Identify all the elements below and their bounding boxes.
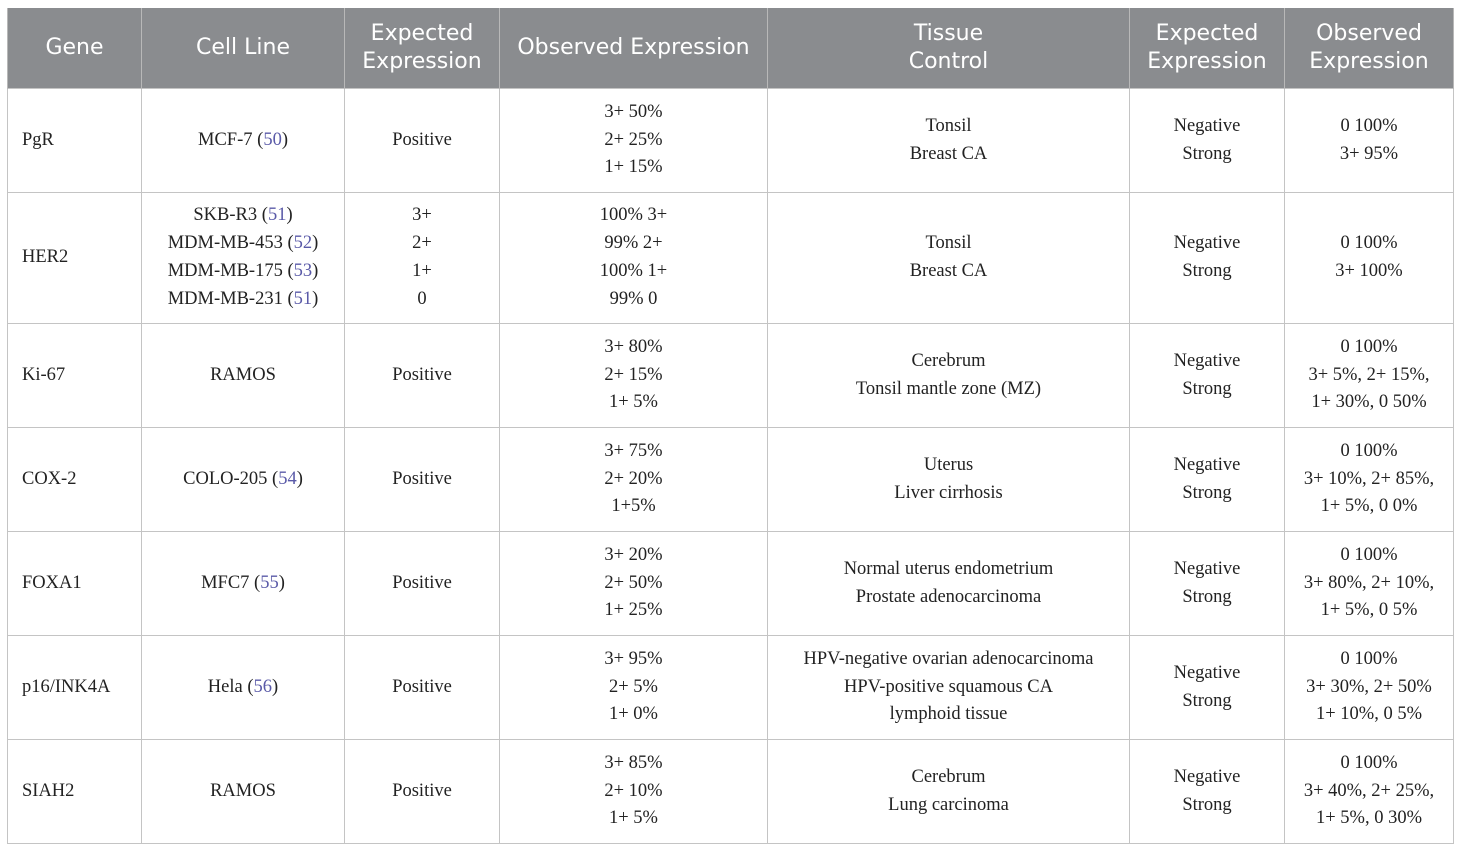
tissue-observed-expression-line: 1+ 5%, 0 5%	[1320, 600, 1418, 621]
tissue-expected-expression-cell	[1130, 324, 1285, 428]
tissue-observed-expression-line: 0 100%	[1340, 752, 1398, 773]
cell-line-cell	[142, 324, 345, 428]
tissue-expected-expression-line: Strong	[1182, 794, 1232, 815]
tissue-observed-expression-line: 3+ 10%, 2+ 85%,	[1303, 468, 1435, 489]
gene-cell: p16/INK4A	[8, 636, 142, 740]
expected-value: Positive	[392, 468, 452, 489]
expected-expression-cell	[345, 740, 500, 844]
tissue-expected-expression-cell	[1130, 532, 1285, 636]
expected-value: Positive	[392, 364, 452, 385]
cell-line-entry	[146, 362, 340, 390]
observed-expression-line: 100% 1+	[599, 261, 668, 281]
observed-expression-cell	[500, 89, 768, 193]
cell-line-cell	[142, 428, 345, 532]
header-gene: Gene	[8, 8, 142, 89]
tissue-observed-expression-line: 3+ 5%, 2+ 15%,	[1308, 364, 1430, 385]
tissue-observed-expression-line: 1+ 5%, 0 0%	[1320, 496, 1418, 517]
cell-line-name: MCF-7	[198, 129, 253, 150]
expected-expression-cell	[345, 532, 500, 636]
tissue-observed-expression-line: 0 100%	[1340, 440, 1398, 461]
reference-link[interactable]: 51	[293, 288, 313, 309]
gene-cell: PgR	[8, 89, 142, 193]
expected-value: Positive	[392, 129, 452, 150]
expected-expression-cell	[345, 428, 500, 532]
observed-expression-cell	[500, 428, 768, 532]
tissue-observed-expression-cell	[1285, 428, 1454, 532]
observed-expression-line: 2+ 20%	[604, 468, 663, 489]
header-tissue-control: Tissue Control	[768, 8, 1130, 89]
reference-link[interactable]: 56	[253, 676, 273, 697]
observed-expression-line: 3+ 95%	[604, 648, 663, 669]
observed-expression-line: 1+ 5%	[609, 392, 658, 413]
tissue-control-line: HPV-positive squamous CA	[843, 676, 1053, 697]
tissue-expected-expression-line: Negative	[1173, 558, 1241, 579]
observed-expression-line: 3+ 75%	[604, 440, 663, 461]
tissue-observed-expression-cell	[1285, 740, 1454, 844]
tissue-control-cell	[768, 428, 1130, 532]
tissue-observed-expression-line: 3+ 95%	[1339, 143, 1399, 164]
observed-expression-line: 2+ 15%	[604, 364, 663, 385]
tissue-control-cell	[768, 89, 1130, 193]
observed-expression-line: 1+ 5%	[609, 808, 658, 829]
cell-line-cell	[142, 636, 345, 740]
reference-link[interactable]: 52	[293, 233, 313, 254]
tissue-control-line: Breast CA	[909, 261, 988, 281]
tissue-expected-expression-line: Negative	[1173, 766, 1241, 787]
expected-value: 2+	[412, 233, 432, 254]
expected-expression-cell	[345, 636, 500, 740]
gene-cell: FOXA1	[8, 532, 142, 636]
header-cell-line: Cell Line	[142, 8, 345, 89]
cell-line-entry: MDM-MB-175 (53)	[167, 261, 319, 281]
gene-cell: COX-2	[8, 428, 142, 532]
header-tissue-observed-expression: Observed Expression	[1285, 8, 1454, 89]
expected-expression-cell	[345, 324, 500, 428]
tissue-observed-expression-line: 0 100%	[1340, 233, 1398, 254]
tissue-expected-expression-line: Strong	[1182, 143, 1232, 164]
tissue-expected-expression-cell	[1130, 89, 1285, 193]
reference-link[interactable]: 51	[267, 205, 287, 226]
tissue-observed-expression-line: 1+ 5%, 0 30%	[1315, 808, 1422, 829]
table-row	[8, 193, 1454, 324]
cell-line-name: COLO-205	[183, 468, 268, 489]
cell-line-name: Hela	[207, 676, 243, 697]
tissue-control-cell	[768, 532, 1130, 636]
tissue-expected-expression-line: Negative	[1173, 233, 1241, 254]
cell-line-entry: MFC7 (55)	[201, 572, 285, 593]
header-observed-expression: Observed Expression	[500, 8, 768, 89]
cell-line-entry: MCF-7 (50)	[198, 129, 288, 150]
observed-expression-cell	[500, 740, 768, 844]
cell-line-entry: MDM-MB-453 (52)	[167, 233, 319, 254]
tissue-expected-expression-line: Negative	[1173, 115, 1241, 136]
tissue-observed-expression-cell	[1285, 324, 1454, 428]
tissue-observed-expression-line: 3+ 30%, 2+ 50%	[1306, 676, 1432, 697]
table-row	[8, 636, 1454, 740]
observed-expression-cell	[500, 193, 768, 324]
reference-link[interactable]: 54	[278, 468, 297, 489]
expected-value: 1+	[412, 261, 432, 281]
expected-value: 3+	[412, 205, 432, 226]
tissue-observed-expression-line: 3+ 80%, 2+ 10%,	[1303, 572, 1435, 593]
observed-expression-line: 3+ 80%	[604, 336, 663, 357]
tissue-observed-expression-cell	[1285, 636, 1454, 740]
observed-expression-cell	[500, 636, 768, 740]
tissue-control-line: Cerebrum	[911, 766, 986, 787]
observed-expression-line: 1+ 0%	[609, 704, 658, 725]
observed-expression-line: 100% 3+	[599, 205, 668, 226]
table-row	[8, 532, 1454, 636]
expected-value: 0	[417, 288, 427, 309]
observed-expression-line: 1+ 25%	[604, 600, 663, 621]
cell-line-entry: MDM-MB-231 (51)	[167, 288, 319, 309]
tissue-control-line: Prostate adenocarcinoma	[855, 586, 1042, 607]
cell-line-name: MFC7	[201, 572, 250, 593]
tissue-observed-expression-line: 1+ 10%, 0 5%	[1315, 704, 1422, 725]
tissue-expected-expression-line: Strong	[1182, 690, 1232, 711]
cell-line-cell	[142, 89, 345, 193]
gene-cell: SIAH2	[8, 740, 142, 844]
observed-expression-line: 3+ 50%	[604, 101, 663, 122]
tissue-observed-expression-line: 0 100%	[1340, 336, 1398, 357]
observed-expression-line: 2+ 25%	[604, 129, 663, 150]
tissue-control-line: Lung carcinoma	[888, 794, 1009, 815]
cell-line-entry	[146, 778, 340, 806]
table-row	[8, 740, 1454, 844]
tissue-expected-expression-line: Strong	[1182, 378, 1232, 399]
tissue-observed-expression-cell	[1285, 89, 1454, 193]
tissue-control-cell	[768, 636, 1130, 740]
tissue-observed-expression-line: 0 100%	[1340, 648, 1398, 669]
tissue-observed-expression-line: 3+ 40%, 2+ 25%,	[1303, 780, 1435, 801]
cell-line-cell	[142, 740, 345, 844]
tissue-control-line: Liver cirrhosis	[894, 482, 1003, 503]
reference-link[interactable]: 53	[293, 261, 313, 281]
expected-expression-cell	[345, 89, 500, 193]
expected-value: Positive	[392, 572, 452, 593]
tissue-expected-expression-line: Strong	[1182, 586, 1232, 607]
table-row	[8, 89, 1454, 193]
tissue-observed-expression-cell	[1285, 532, 1454, 636]
cell-line-cell	[142, 193, 345, 324]
tissue-expected-expression-line: Negative	[1173, 350, 1241, 371]
header-expected-expression: Expected Expression	[345, 8, 500, 89]
observed-expression-line: 2+ 5%	[609, 676, 658, 697]
table-row	[8, 324, 1454, 428]
reference-link[interactable]: 55	[260, 572, 279, 593]
tissue-expected-expression-line: Strong	[1182, 261, 1232, 281]
tissue-observed-expression-line: 1+ 30%, 0 50%	[1311, 392, 1427, 413]
reference-link[interactable]: 50	[263, 129, 282, 150]
observed-expression-line: 99% 2+	[604, 233, 663, 254]
cell-line-name: MDM-MB-175	[167, 261, 283, 281]
tissue-control-line: Uterus	[923, 454, 974, 475]
cell-line-entry: COLO-205 (54)	[183, 468, 303, 489]
tissue-control-line: Tonsil	[925, 115, 972, 136]
header-row	[8, 8, 1454, 89]
tissue-control-cell	[768, 324, 1130, 428]
cell-line-name: RAMOS	[210, 364, 276, 385]
tissue-control-line: lymphoid tissue	[889, 704, 1008, 725]
observed-expression-line: 3+ 20%	[604, 544, 663, 565]
observed-expression-line: 1+5%	[611, 496, 656, 517]
tissue-expected-expression-cell	[1130, 636, 1285, 740]
cell-line-entry: SKB-R3 (51)	[193, 205, 293, 226]
expected-value: Positive	[392, 676, 452, 697]
expected-value: Positive	[392, 780, 452, 801]
observed-expression-cell	[500, 324, 768, 428]
tissue-observed-expression-line: 3+ 100%	[1335, 261, 1403, 281]
tissue-control-line: Breast CA	[909, 143, 988, 164]
tissue-expected-expression-cell	[1130, 740, 1285, 844]
tissue-expected-expression-line: Strong	[1182, 482, 1232, 503]
tissue-observed-expression-line: 0 100%	[1340, 115, 1398, 136]
gene-cell: Ki-67	[8, 324, 142, 428]
tissue-expected-expression-line: Negative	[1173, 454, 1241, 475]
tissue-control-line: Normal uterus endometrium	[843, 558, 1054, 579]
tissue-control-line: Tonsil	[925, 233, 972, 254]
observed-expression-line: 1+ 15%	[604, 157, 663, 178]
tissue-control-line: Tonsil mantle zone (MZ)	[855, 378, 1042, 399]
tissue-observed-expression-line: 0 100%	[1340, 544, 1398, 565]
cell-line-cell	[142, 532, 345, 636]
observed-expression-cell	[500, 532, 768, 636]
tissue-expected-expression-cell	[1130, 428, 1285, 532]
cell-line-name: MDM-MB-231	[167, 288, 283, 309]
observed-expression-line: 99% 0	[609, 288, 658, 309]
table-row	[8, 428, 1454, 532]
tissue-control-cell	[768, 193, 1130, 324]
expression-table	[7, 8, 1454, 844]
observed-expression-line: 2+ 10%	[604, 780, 663, 801]
tissue-expected-expression-cell	[1130, 193, 1285, 324]
cell-line-name: SKB-R3	[193, 205, 258, 226]
observed-expression-line: 2+ 50%	[604, 572, 663, 593]
expected-expression-cell	[345, 193, 500, 324]
cell-line-entry: Hela (56)	[207, 676, 279, 697]
header-tissue-expected-expression: Expected Expression	[1130, 8, 1285, 89]
tissue-expected-expression-line: Negative	[1173, 662, 1241, 683]
tissue-control-cell	[768, 740, 1130, 844]
tissue-observed-expression-cell	[1285, 193, 1454, 324]
cell-line-name: MDM-MB-453	[167, 233, 283, 254]
observed-expression-line: 3+ 85%	[604, 752, 663, 773]
gene-cell: HER2	[8, 193, 142, 324]
tissue-control-line: HPV-negative ovarian adenocarcinoma	[803, 648, 1094, 669]
cell-line-name: RAMOS	[210, 780, 276, 801]
tissue-control-line: Cerebrum	[911, 350, 986, 371]
